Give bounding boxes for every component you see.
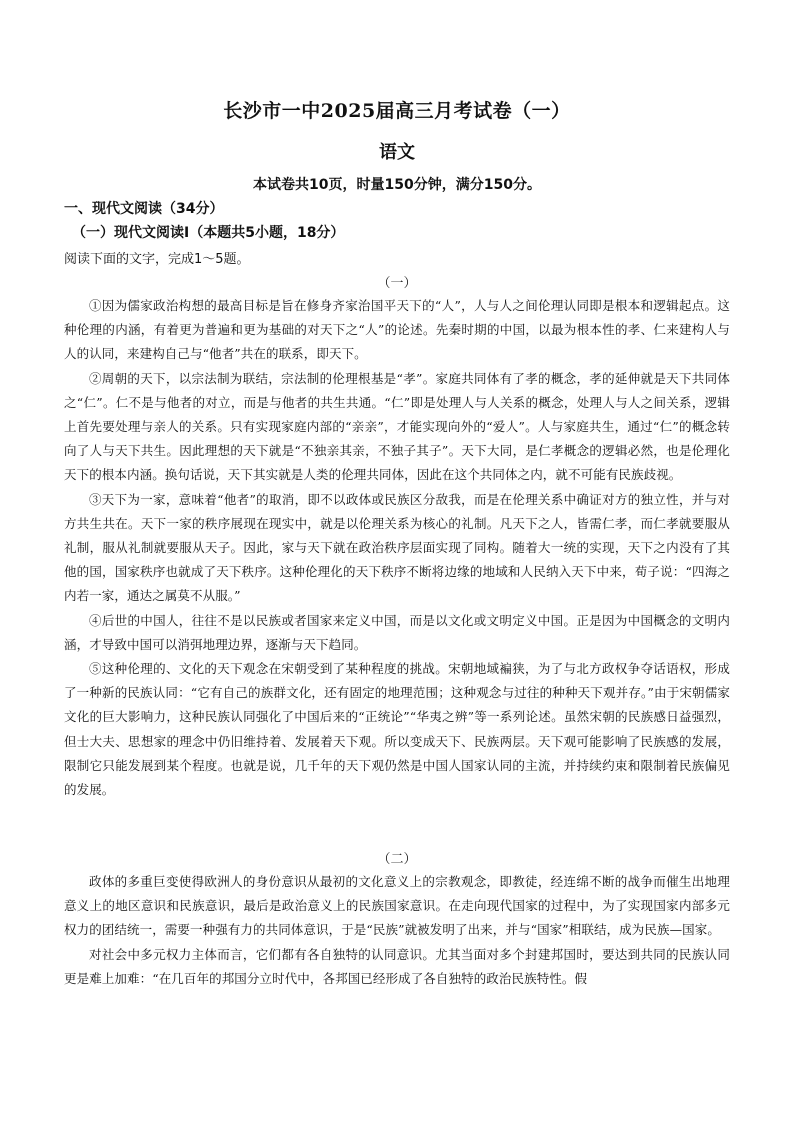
subsection-heading: （一）现代文阅读Ⅰ（本题共5小题，18分）: [72, 225, 345, 241]
subject-title: 语文: [379, 142, 415, 163]
passage-two-marker: （二）: [377, 852, 417, 867]
passage-one-paragraph-3: ③天下为一家，意味着“他者”的取消，即不以政体或民族区分敌我，而是在伦理关系中确证对方的独立性，并与对方共生共在。天下一家的秩序展现在现实中，就是以伦理关系为核心的礼制。凡天下之人，皆需仁孝，而仁孝就要服从礼制，服从礼制就要服从天子。因此，家与天下就在政治秩序层面实现了同构。随着大一统的实现，天下之内没有了其他的国，国家秩序也就成了天下秩序。这种伦理化的天下秩序不断将边缘的地域和人民纳入天下中来，荀子说：“四海之内若一家，通达之属莫不从服。”: [64, 491, 730, 604]
passage-two-paragraph-1: 政体的多重巨变使得欧洲人的身份意识从最初的文化意义上的宗教观念，即教徒，经连绵不断的战争而催生出地理意义上的地区意识和民族意识，最后是政治意义上的民族国家意识。在走向现代国家的过程中，为了实现国家内部多元权力的团结统一，需要一种强有力的共同体意识，于是“民族”就被发明了出来，并与“国家”相联结，成为民族—国家。: [64, 874, 730, 938]
passage-two-paragraph-2: 对社会中多元权力主体而言，它们都有各自独特的认同意识。尤其当面对多个封建邦国时，要达到共同的民族认同更是难上加难：“在几百年的邦国分立时代中，各邦国已经形成了各自独特的政治民族特性。假: [64, 946, 730, 986]
passage-one-marker: （一）: [377, 276, 417, 291]
passage-one-body: [64, 294, 730, 802]
section-heading: 一、现代文阅读（34分）: [64, 201, 224, 217]
reading-instruction: 阅读下面的文字，完成1～5题。: [64, 252, 250, 267]
passage-one-paragraph-1: ①因为儒家政治构想的最高目标是旨在修身齐家治国平天下的“人”，人与人之间伦理认同即是根本和逻辑起点。这种伦理的内涵，有着更为普遍和更为基础的对天下之“人”的论述。先秦时期的中国，以最为根本性的孝、仁来建构人与人的认同，来建构自己与“他者”共在的联系，即天下。: [64, 298, 730, 362]
passage-one-paragraph-4: ④后世的中国人，往往不是以民族或者国家来定义中国，而是以文化或文明定义中国。正是因为中国概念的文明内涵，才导致中国可以消弭地理边界，逐渐与天下趋同。: [64, 612, 730, 652]
passage-one-paragraph-5: ⑤这种伦理的、文化的天下观念在宋朝受到了某种程度的挑战。宋朝地域褊狭，为了与北方政权争夺话语权，形成了一种新的民族认同：“它有自己的族群文化，还有固定的地理范围；这种观念与过往的种种天下观并存。”由于宋朝儒家文化的巨大影响力，这种民族认同强化了中国后来的“正统论”“华夷之辨”等一系列论述。虽然宋朝的民族感日益强烈，但士大夫、思想家的理念中仍旧维持着、发展着天下观。所以变成天下、民族两层。天下观可能影响了民族感的发展，限制它只能发展到某个程度。也就是说，几千年的天下观仍然是中国人国家认同的主流，并持续约束和限制着民族偏见的发展。: [64, 661, 730, 798]
exam-title: 长沙市一中2025届高三月考试卷（一）: [223, 100, 571, 122]
passage-two-body: [64, 870, 730, 991]
exam-info: 本试卷共10页，时量150分钟，满分150分。: [253, 177, 541, 193]
passage-one-paragraph-2: ②周朝的天下，以宗法制为联结，宗法制的伦理根基是“孝”。家庭共同体有了孝的概念，孝的延伸就是天下共同体之“仁”。仁不是与他者的对立，而是与他者的共生共通。“仁”即是处理人与人关系的概念，处理人与人之间关系，逻辑上首先要处理与亲人的关系。只有实现家庭内部的“亲亲”，才能实现向外的“爱人”。人与家庭共生，通过“仁”的概念转向了人与天下共生。因此理想的天下就是“不独亲其亲，不独子其子”。天下大同，是仁孝概念的逻辑必然，也是伦理化天下的根本内涵。换句话说，天下其实就是人类的伦理共同体，因此在这个共同体之内，就不可能有民族歧视。: [64, 370, 730, 483]
